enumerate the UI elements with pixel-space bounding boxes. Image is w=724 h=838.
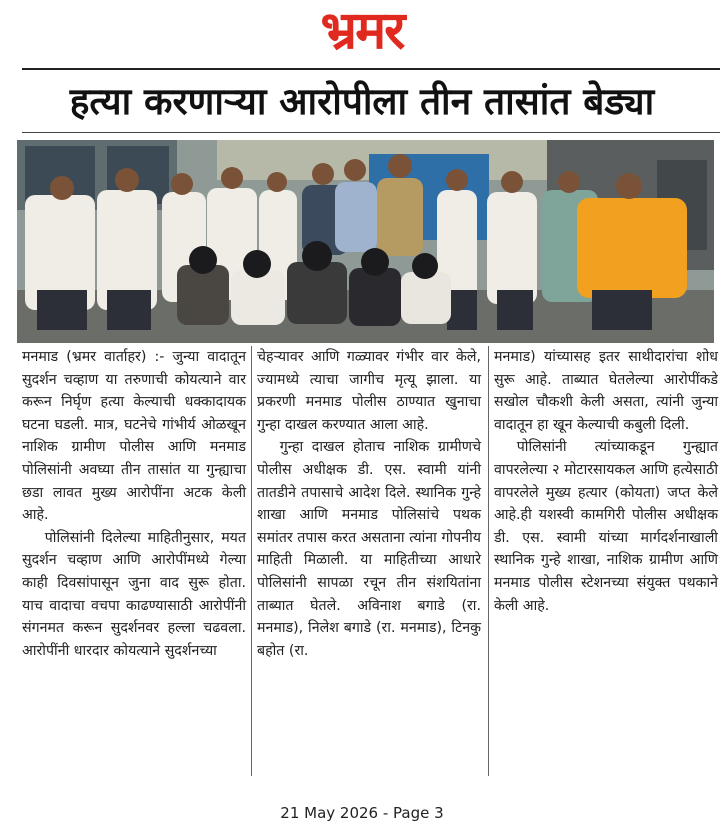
masthead	[0, 0, 724, 64]
article-paragraph: मनमाड) यांच्यासह इतर साथीदारांचा शोध सुरू आहे. ताब्यात घेतलेल्या आरोपींकडे सखोल चौकशी केली असता, त्यांनी जुन्या वादातून हा खून केल्याची कबुली दिली.	[494, 349, 718, 433]
article-column-3	[494, 346, 718, 617]
newspaper-logo: भ्रमर	[320, 1, 404, 61]
article-paragraph: पोलिसांनी त्यांच्याकडून गुन्ह्यात वापरलेल्या २ मोटारसायकल आणि हत्येसाठी वापरलेले मुख्य हत्यार (कोयता) जप्त केले आहे.ही यशस्वी कामगिरी पोलीस अधीक्षक डी. एस. स्वामी यांच्या मार्गदर्शनाखाली स्थानिक गुन्हे शाखा, नाशिक ग्रामीण आणि मनमाड पोलीस स्टेशनच्या संयुक्त पथकाने केली आहे.	[494, 439, 718, 614]
article-paragraph: चेहऱ्यावर आणि गळ्यावर गंभीर वार केले, ज्यामध्ये त्याचा जागीच मृत्यू झाला. या प्रकरणी मनमाड पोलीस ठाण्यात खुनाचा गुन्हा दाखल करण्यात आला आहे.	[257, 349, 481, 433]
masthead-divider	[22, 68, 720, 70]
article-paragraph: गुन्हा दाखल होताच नाशिक ग्रामीणचे पोलीस अधीक्षक डी. एस. स्वामी यांनी तातडीने तपासाचे आदेश दिले. स्थानिक गुन्हे शाखा आणि मनमाड पोलिसांचे पथक समांतर तपास करत असताना त्यांना गोपनीय माहिती मिळाली. या माहितीच्या आधारे पोलिसांनी सापळा रचून तीन संशयितांना ताब्यात घेतले. अविनाश बगाडे (रा. मनमाड), निलेश बगाडे (रा. मनमाड), टिनकु बहोत (रा.	[257, 439, 481, 659]
photo-illustration	[17, 140, 714, 343]
article-column-2	[257, 346, 481, 662]
column-divider	[251, 346, 252, 776]
article-paragraph: पोलिसांनी दिलेल्या माहितीनुसार, मयत सुदर्शन चव्हाण आणि आरोपींमध्ये गेल्या काही दिवसांपासून जुना वाद सुरू होता. याच वादाचा वचपा काढण्यासाठी आरोपींनी संगनमत करून सुदर्शनवर हल्ला चढवला. आरोपींनी धारदार कोयत्याने सुदर्शनच्या	[22, 529, 246, 659]
page-footer: 21 May 2026 - Page 3	[280, 804, 444, 822]
article-paragraph: मनमाड (भ्रमर वार्ताहर) :- जुन्या वादातून सुदर्शन चव्हाण या तरुणाची कोयत्याने वार करून निर्घृण हत्या केल्याची धक्कादायक घटना घडली. मात्र, घटनेचे गांभीर्य ओळखून नाशिक ग्रामीण पोलीस आणि मनमाड पोलिसांनी अवघ्या तीन तासांत या गुन्ह्याचा छडा लावत मुख्य आरोपींना अटक केली आहे.	[22, 349, 246, 524]
article-photo	[17, 140, 714, 343]
column-divider	[488, 346, 489, 776]
article-headline: हत्या करणाऱ्या आरोपीला तीन तासांत बेड्या	[69, 80, 655, 123]
headline-divider	[22, 132, 720, 133]
article-column-1	[22, 346, 246, 662]
